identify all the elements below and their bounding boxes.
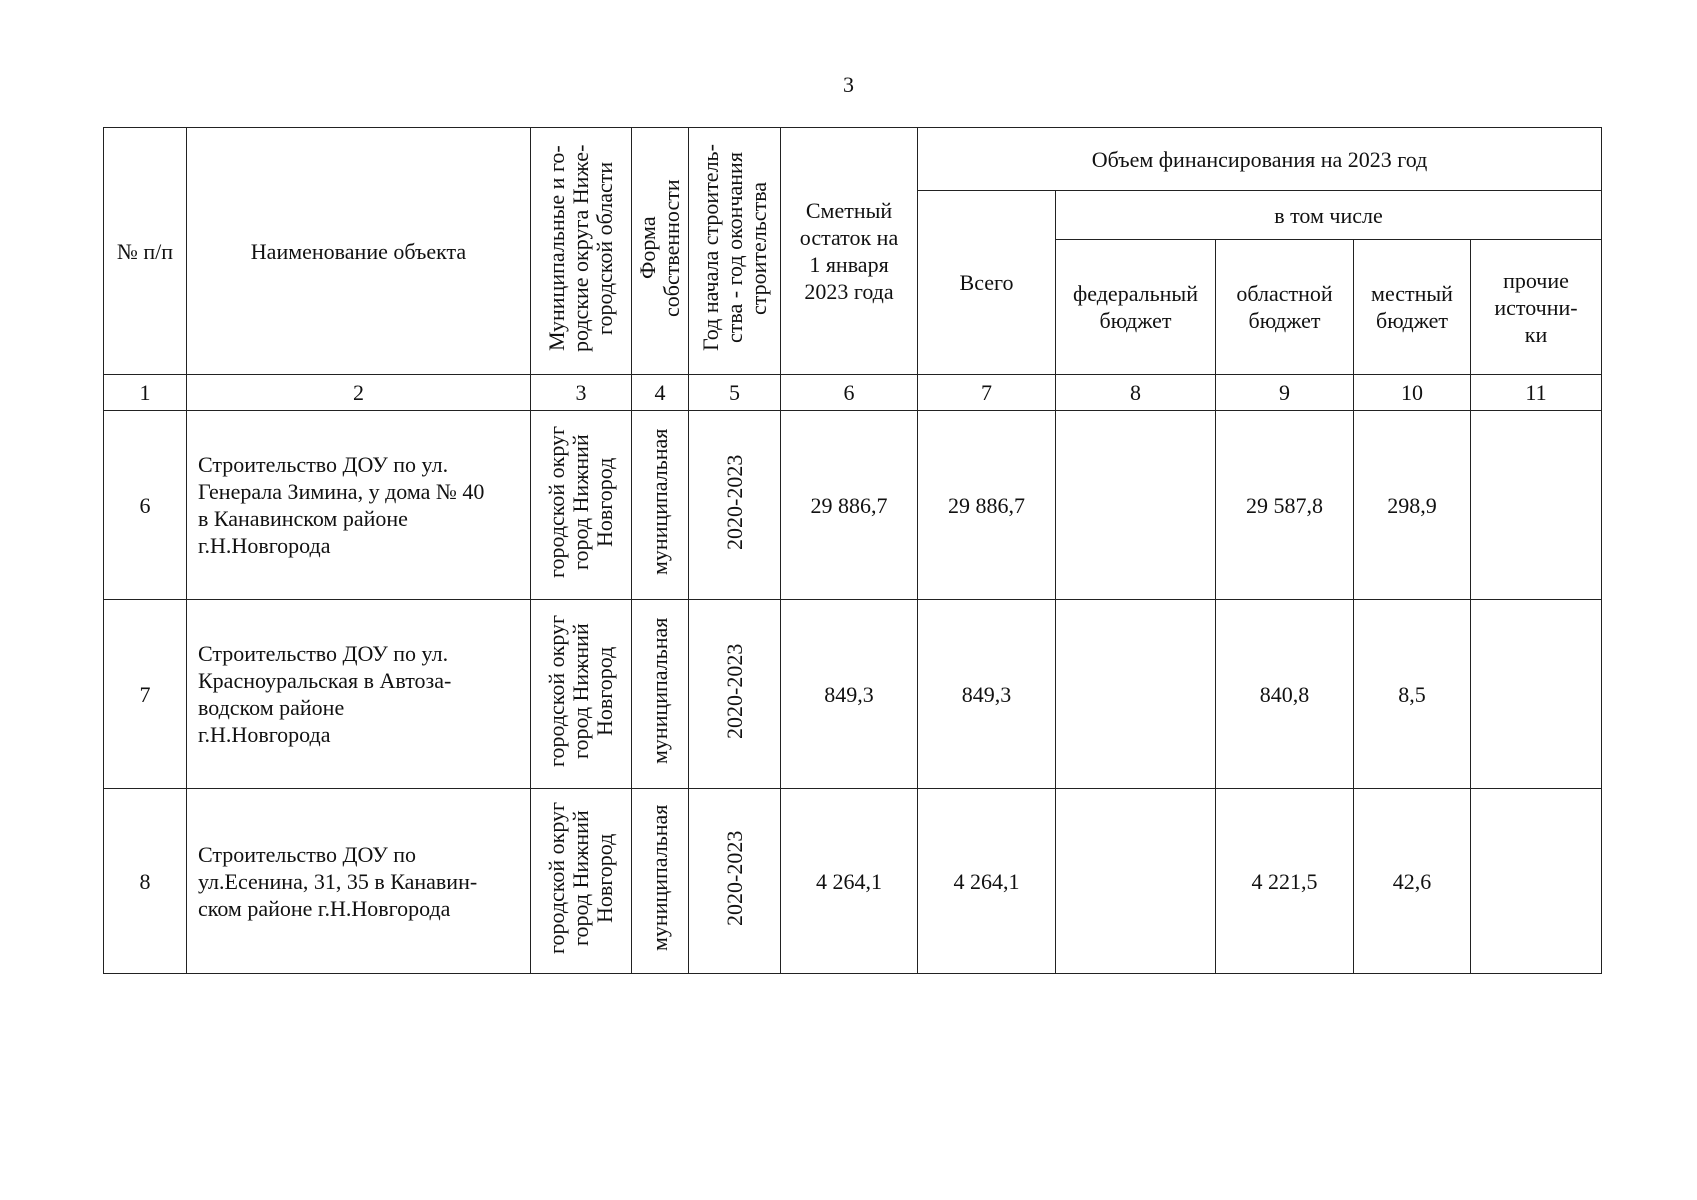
total-amount: 29 886,7 [918,411,1056,600]
header-total: Всего [918,191,1056,375]
header-including: в том числе [1056,191,1602,240]
column-number: 6 [781,375,918,411]
table-row [104,600,1602,789]
column-number: 5 [689,375,781,411]
header-local: местный бюджет [1354,240,1471,375]
other-sources [1471,789,1602,974]
header-municipality: Муниципальные и го- родские округа Ниже- городской области [531,128,632,375]
object-name: Строительство ДОУ по ул.Есенина, 31, 35 в Канавин- ском районе г.Н.Новгорода [187,789,531,974]
table-row [104,411,1602,600]
header-balance: Сметный остаток на 1 января 2023 года [781,128,918,375]
local-budget: 298,9 [1354,411,1471,600]
federal-budget [1056,411,1216,600]
object-name: Строительство ДОУ по ул. Генерала Зимина, у дома № 40 в Канавинском районе г.Н.Новгорода [187,411,531,600]
column-number-row [104,375,1602,411]
total-amount: 849,3 [918,600,1056,789]
row-number: 8 [104,789,187,974]
regional-budget: 4 221,5 [1216,789,1354,974]
object-name: Строительство ДОУ по ул. Красноуральская в Автоза- водском районе г.Н.Новгорода [187,600,531,789]
column-number: 11 [1471,375,1602,411]
federal-budget [1056,600,1216,789]
column-number: 9 [1216,375,1354,411]
financing-table [103,127,1602,974]
estimated-balance: 29 886,7 [781,411,918,600]
construction-years: 2020-2023 [689,411,781,600]
page-number: 3 [843,72,854,97]
column-number: 1 [104,375,187,411]
header-years: Год начала строитель- ства - год окончания строительства [689,128,781,375]
header-ownership: Форма собственности [632,128,689,375]
estimated-balance: 4 264,1 [781,789,918,974]
column-number: 3 [531,375,632,411]
column-number: 2 [187,375,531,411]
column-number: 10 [1354,375,1471,411]
header-other: прочие источни- ки [1471,240,1602,375]
municipality: городской округ город Нижний Новгород [531,411,632,600]
column-number: 7 [918,375,1056,411]
local-budget: 42,6 [1354,789,1471,974]
ownership: муниципальная [632,789,689,974]
construction-years: 2020-2023 [689,600,781,789]
local-budget: 8,5 [1354,600,1471,789]
federal-budget [1056,789,1216,974]
ownership: муниципальная [632,600,689,789]
header-regional: областной бюджет [1216,240,1354,375]
municipality: городской округ город Нижний Новгород [531,789,632,974]
other-sources [1471,411,1602,600]
municipality: городской округ город Нижний Новгород [531,600,632,789]
construction-years: 2020-2023 [689,789,781,974]
other-sources [1471,600,1602,789]
estimated-balance: 849,3 [781,600,918,789]
header-row [104,128,1602,191]
header-num: № п/п [104,128,187,375]
column-number: 8 [1056,375,1216,411]
row-number: 7 [104,600,187,789]
header-financing: Объем финансирования на 2023 год [918,128,1602,191]
table-row [104,789,1602,974]
regional-budget: 29 587,8 [1216,411,1354,600]
column-number: 4 [632,375,689,411]
row-number: 6 [104,411,187,600]
ownership: муниципальная [632,411,689,600]
total-amount: 4 264,1 [918,789,1056,974]
header-name: Наименование объекта [187,128,531,375]
regional-budget: 840,8 [1216,600,1354,789]
header-federal: федеральный бюджет [1056,240,1216,375]
